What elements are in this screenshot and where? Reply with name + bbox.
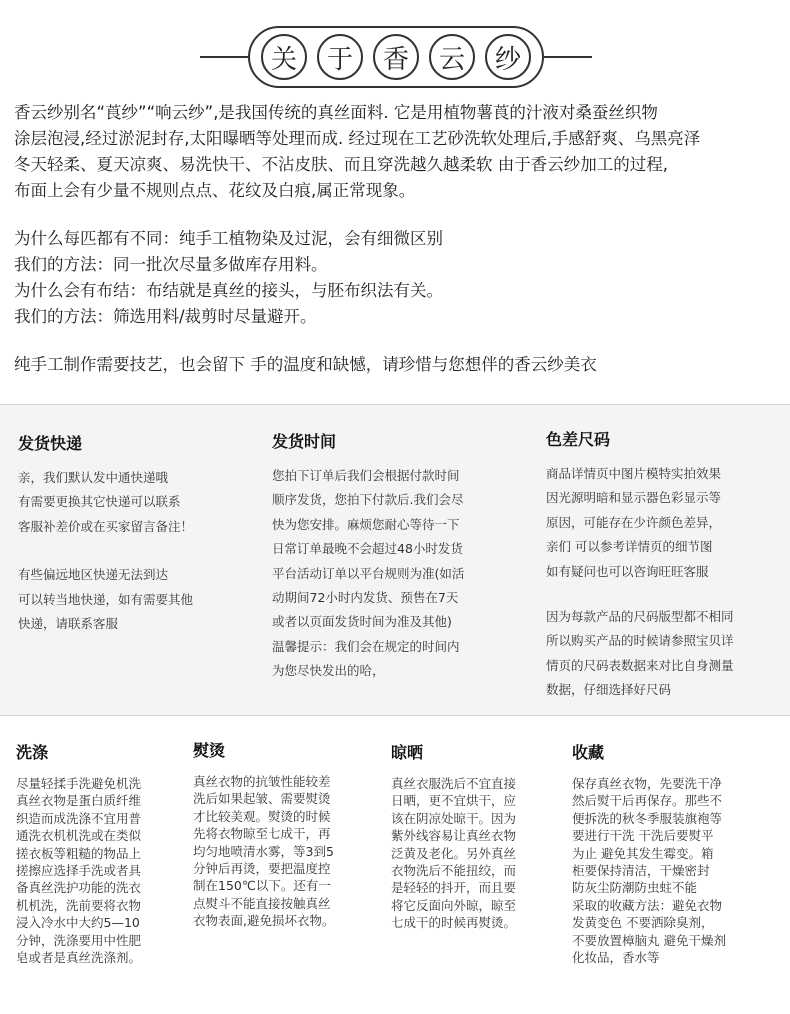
policy-section [0,404,790,716]
text-line: 要进行干洗 干洗后要熨平 [572,828,714,844]
title-char: 云 [429,34,475,80]
title-char: 关 [261,34,307,80]
intro-line: 布面上会有少量不规则点点、花纹及白痕,属正常现象。 [14,181,416,200]
shipping-fast-column [18,431,193,636]
title-char: 香 [373,34,419,80]
text-line: 防灰尘防潮防虫蛀不能 [572,880,698,896]
text-line: 真丝衣物是蛋白质纤维 [16,793,142,809]
text-line: 发黄变色 不要洒除臭剂， [572,915,714,931]
text-line: 或者以页面发货时间为准及其他) [272,614,452,630]
care-section [0,716,790,1014]
text-line: 搓擦应选择手洗或者具 [16,863,142,879]
text-line: 柜要保持清洁，干燥密封 [572,863,710,879]
text-line: 数据，仔细选择好尺码 [546,682,672,698]
text-line: 真丝衣物的抗皱性能较差 [193,774,331,789]
text-line: 情页的尺码表数据来对比自身测量 [546,657,734,673]
text-line: 七成干的时候再熨烫。 [391,915,517,931]
text-line: 如有疑问也可以咨询旺旺客服 [546,563,709,579]
intro-line: 我们的方法：筛选用料/裁剪时尽量避开。 [14,307,317,326]
text-line: 客服补差价或在买家留言备注！ [18,518,194,534]
section-heading: 色差尺码 [546,430,611,449]
intro-section [14,100,784,378]
storage-column [572,740,726,966]
ironing-column [193,738,334,930]
title-right-rule [544,56,592,58]
text-line: 衣物表面,避免损坏衣物。 [193,913,335,929]
intro-line: 为什么会有布结：布结就是真丝的接头，与胚布织法有关。 [14,281,443,300]
text-line: 亲，我们默认发中通快递哦 [18,470,169,485]
text-line: 均匀地喷清水雾，等3到5 [193,843,334,859]
section-heading: 发货时间 [272,432,337,451]
text-line: 快递，请联系客服 [18,616,119,632]
text-line: 该在阴凉处晾干。因为 [391,810,517,826]
text-line: 温馨提示：我们会在规定的时间内 [272,638,460,654]
text-line: 动期间72小时内发货、预售在7天 [272,590,459,606]
text-line: 亲们 可以参考详情页的细节图 [546,539,713,555]
text-line: 为止 避免其发生霉变。箱 [572,845,714,861]
text-line: 泛黄及老化。另外真丝 [391,845,517,861]
text-line: 有些偏远地区快递无法到达 [18,567,169,583]
text-line: 备真丝洗护功能的洗衣 [16,880,142,896]
text-line: 化妆品，香水等 [572,950,660,966]
text-line: 紫外线容易让真丝衣物 [391,828,517,844]
spacer [546,584,734,605]
title-left-rule [200,56,248,58]
title-char: 纱 [485,34,531,80]
section-heading: 发货快递 [18,434,83,453]
text-line: 商品详情页中图片模特实拍效果 [546,466,722,481]
section-heading: 收藏 [572,743,605,762]
text-line: 日常订单最晚不会超过48小时发货 [272,541,463,557]
text-line: 顺序发货，您拍下付款后.我们会尽 [272,492,464,508]
color-size-column [546,427,734,703]
section-heading: 洗涤 [16,743,49,762]
text-line: 衣物洗后不能扭绞，而 [391,863,517,879]
text-line: 采取的收藏方法：避免衣物 [572,897,723,913]
text-line: 洗后如果起皱、需要熨烫 [193,791,331,807]
text-line: 分钟后再烫，要把温度控 [193,861,331,877]
text-line: 然后熨干后再保存。那些不 [572,793,723,809]
text-line: 原因，可能存在少许颜色差异， [546,514,722,530]
text-line: 分钟，洗涤要用中性肥 [16,932,142,948]
intro-line: 涂层泡浸,经过淤泥封存,太阳曝晒等处理而成. 经过现在工艺砂洗软处理后,手感舒爽、乌黑亮泽 [14,129,701,148]
text-line: 将它反面向外晾，晾至 [391,897,517,913]
text-line: 因光源明暗和显示器色彩显示等 [546,490,722,506]
section-heading: 熨烫 [193,741,226,760]
text-line: 便拆洗的秋冬季服装旗袍等 [572,810,723,826]
title-char: 于 [317,34,363,80]
text-line: 保存真丝衣物，先要洗干净 [572,776,723,791]
text-line: 所以购买产品的时候请参照宝贝详 [546,633,734,649]
text-line: 尽量轻揉手洗避免机洗 [16,776,142,791]
shipping-time-column [272,429,464,684]
washing-column [16,740,141,966]
text-line: 浸入冷水中大约5—10 [16,915,140,931]
text-line: 机机洗，洗前要将衣物 [16,897,142,913]
intro-line: 纯手工制作需要技艺，也会留下 手的温度和缺憾，请珍惜与您想伴的香云纱美衣 [14,355,597,374]
text-line: 制在150℃以下。还有一 [193,878,331,894]
text-line: 搓衣板等粗糙的物品上 [16,845,142,861]
spacer [18,539,193,563]
text-line: 为您尽快发出的哈， [272,663,385,679]
text-line: 通洗衣机机洗或在类似 [16,828,142,844]
intro-line: 冬天轻柔、夏天凉爽、易洗快干、不沾皮肤、而且穿洗越久越柔软 由于香云纱加工的过程, [14,155,668,174]
text-line: 日晒，更不宜烘干，应 [391,793,517,809]
section-heading: 晾晒 [391,743,424,762]
text-line: 真丝衣服洗后不宜直接 [391,776,517,791]
spacer [14,204,784,226]
spacer [14,330,784,352]
text-line: 织造而成洗涤不宜用普 [16,810,142,826]
title-banner [0,0,790,100]
text-line: 才比较美观。熨烫的时候 [193,808,331,824]
text-line: 是轻轻的抖开，而且要 [391,880,517,896]
intro-line: 香云纱别名“莨纱”“响云纱”,是我国传统的真丝面料. 它是用植物薯莨的汁液对桑蚕丝织物 [14,103,658,122]
text-line: 平台活动订单以平台规则为准(如活 [272,565,465,581]
text-line: 先将衣物晾至七成干，再 [193,826,331,842]
intro-line: 为什么每匹都有不同：纯手工植物染及过泥，会有细微区别 [14,229,443,248]
text-line: 快为您安排。麻烦您耐心等待一下 [272,516,460,532]
text-line: 不要放置樟脑丸 避免干燥剂 [572,932,726,948]
text-line: 您拍下订单后我们会根据付款时间 [272,468,460,483]
text-line: 可以转当地快递，如有需要其他 [18,591,194,607]
text-line: 皂或者是真丝洗涤剂。 [16,950,142,966]
text-line: 点熨斗不能直接按触真丝 [193,895,331,911]
intro-line: 我们的方法：同一批次尽量多做库存用料。 [14,255,328,274]
text-line: 有需要更换其它快递可以联系 [18,494,181,510]
page-title [248,26,544,88]
text-line: 因为每款产品的尺码版型都不相同 [546,609,734,625]
drying-column [391,740,516,932]
